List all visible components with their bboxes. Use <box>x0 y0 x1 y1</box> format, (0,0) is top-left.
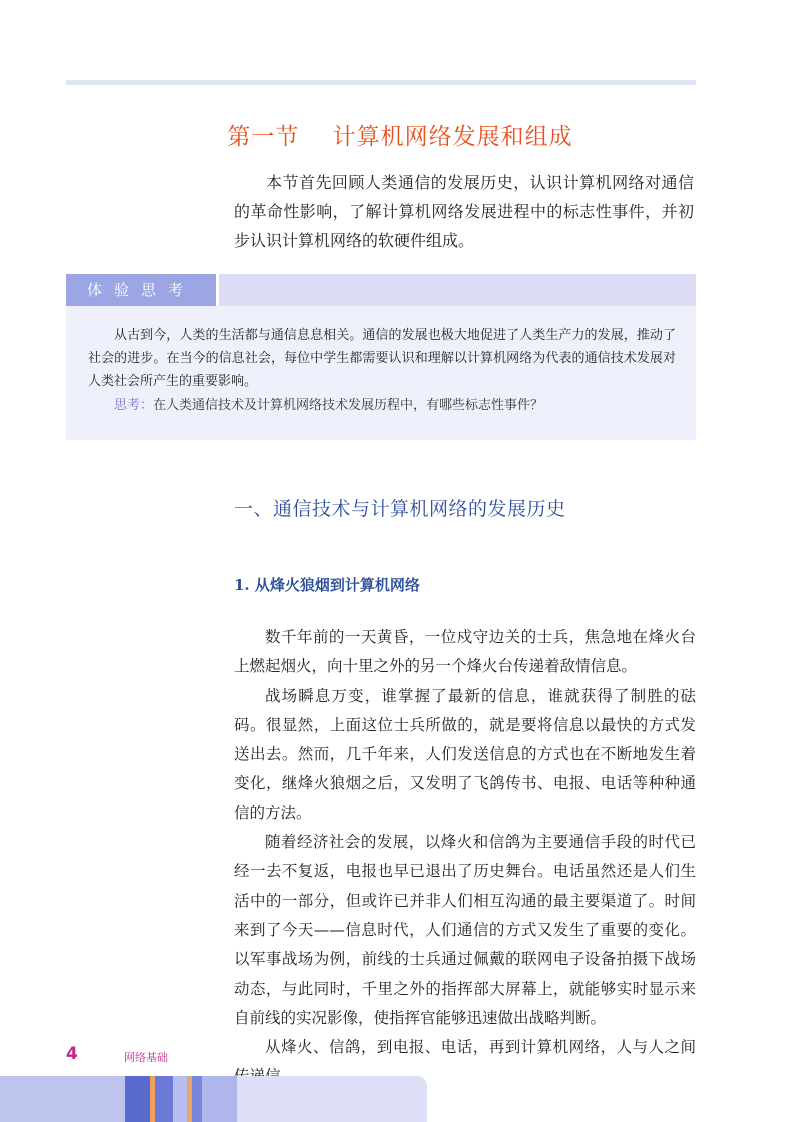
paragraph: 数千年前的一天黄昏，一位戍守边关的士兵，焦急地在烽火台上燃起烟火，向十里之外的另一个烽火台传递着敌情信息。 <box>234 628 696 676</box>
heading-history: 一、通信技术与计算机网络的发展历史 <box>234 498 566 520</box>
footer-band <box>0 1076 800 1122</box>
footer-stripe <box>125 1076 150 1122</box>
experience-text: 从古到今，人类的生活都与通信息息相关。通信的发展也极大地促进了人类生产力的发展，推动了社会的进步。在当今的信息社会，每位中学生都需要认识和理解以计算机网络为代表的通信技术发展对人类社会所产生的重要影响。 <box>88 328 676 389</box>
paragraph: 随着经济社会的发展，以烽火和信鸽为主要通信手段的时代已经一去不复返，电报也早已退出了历史舞台。电话虽然还是人们生活中的一部分，但或许已并非人们相互沟通的最主要渠道了。时间来到了今天——信息时代，人们通信的方式又发生了重要的变化。以军事战场为例，前线的士兵通过佩戴的联网电子设备拍摄下战场动态，与此同时，千里之外的指挥部大屏幕上，就能够实时显示来自前线的实况影像，使指挥官能够迅速做出战略判断。 <box>234 833 696 1027</box>
body-text <box>234 623 696 1092</box>
experience-label: 体验思考 <box>66 274 219 306</box>
footer-stripe <box>173 1076 187 1122</box>
footer-stripe <box>0 1076 125 1122</box>
think-text: 在人类通信技术及计算机网络技术发展历程中，有哪些标志性事件？ <box>153 398 544 413</box>
think-question <box>114 394 684 417</box>
think-label: 思考： <box>114 398 154 413</box>
experience-box <box>66 274 696 440</box>
footer-stripe <box>202 1076 237 1122</box>
paragraph: 从烽火、信鸽，到电报、电话，再到计算机网络，人与人之间 <box>265 1038 696 1057</box>
section-intro: 本节首先回顾人类通信的发展历史，认识计算机网络对通信的革命性影响，了解计算机网络发展进程中的标志性事件，并初步认识计算机网络的软硬件组成。 <box>234 173 694 250</box>
top-rule <box>66 80 696 85</box>
footer-stripe <box>192 1076 202 1122</box>
section-title: 第一节 计算机网络发展和组成 <box>227 124 573 150</box>
page-number: 4 <box>66 1044 78 1064</box>
book-title: 网络基础 <box>124 1051 168 1064</box>
footer-stripe <box>237 1076 427 1122</box>
experience-header <box>66 274 696 306</box>
paragraph: 战场瞬息万变，谁掌握了最新的信息，谁就获得了制胜的砝码。很显然，上面这位士兵所做的，就是要将信息以最快的方式发送出去。然而，几千年来，人们发送信息的方式也在不断地发生着变化，继烽火狼烟之后，又发明了飞鸽传书、电报、电话等种种通信的方法。 <box>234 686 696 822</box>
subheading-beacon: 1. 从烽火狼烟到计算机网络 <box>234 576 420 594</box>
footer-stripe <box>155 1076 173 1122</box>
